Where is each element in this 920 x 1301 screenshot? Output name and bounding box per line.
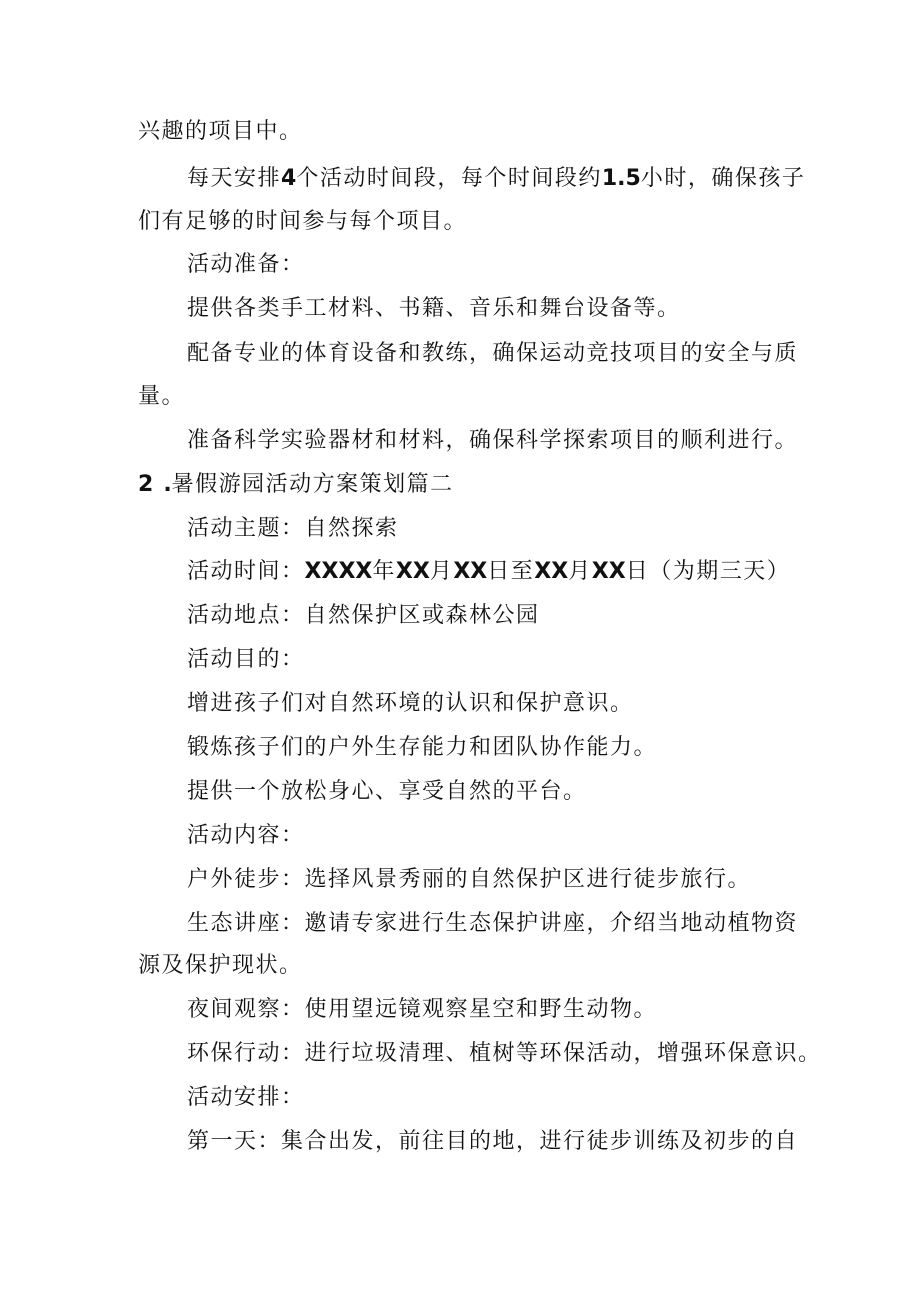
section-label-purpose: 活动目的： [187,647,305,672]
paragraph-theme: 活动主题：自然探索 [187,516,399,541]
paragraph-lecture-continuation: 源及保护现状。 [138,953,303,978]
paragraph-purpose-3: 提供一个放松身心、享受自然的平台。 [187,779,587,804]
section-label-content: 活动内容： [187,823,305,848]
paragraph-science-equipment: 准备科学实验器材和材料，确保科学探索项目的顺利进行。 [187,428,799,453]
paragraph-schedule-continuation: 们有足够的时间参与每个项目。 [138,209,468,234]
paragraph-hiking: 户外徒步：选择风景秀丽的自然保护区进行徒步旅行。 [187,867,752,892]
heading-number: 2 [138,472,154,497]
paragraph-lecture: 生态讲座：邀请专家进行生态保护讲座，介绍当地动植物资 [187,911,799,936]
paragraph-day-one: 第一天：集合出发，前往目的地，进行徒步训练及初步的自 [187,1129,799,1154]
paragraph-time: 活动时间：XXXX年XX月XX日至XX月XX日（为期三天） [187,559,791,584]
section-heading [138,470,454,500]
heading-dot: . [163,472,172,497]
paragraph-purpose-2: 锻炼孩子们的户外生存能力和团队协作能力。 [187,735,658,760]
paragraph-sports-equipment-continuation: 量。 [138,384,186,409]
paragraph-purpose-1: 增进孩子们对自然环境的认识和保护意识。 [187,691,634,716]
paragraph-sports-equipment: 配备专业的体育设备和教练，确保运动竞技项目的安全与质 [187,341,799,366]
heading-title: 暑假游园活动方案策划篇二 [171,472,454,497]
paragraph-location: 活动地点：自然保护区或森林公园 [187,603,540,628]
section-label-arrangement: 活动安排： [187,1085,305,1110]
section-label-preparation: 活动准备： [187,252,305,277]
paragraph-schedule: 每天安排4个活动时间段，每个时间段约1.5小时，确保孩子 [187,166,806,191]
paragraph-eco-action: 环保行动：进行垃圾清理、植树等环保活动，增强环保意识。 [187,1041,822,1066]
paragraph-materials: 提供各类手工材料、书籍、音乐和舞台设备等。 [187,296,681,321]
paragraph-night-observation: 夜间观察：使用望远镜观察星空和野生动物。 [187,997,658,1022]
paragraph-continuation: 兴趣的项目中。 [138,119,303,144]
